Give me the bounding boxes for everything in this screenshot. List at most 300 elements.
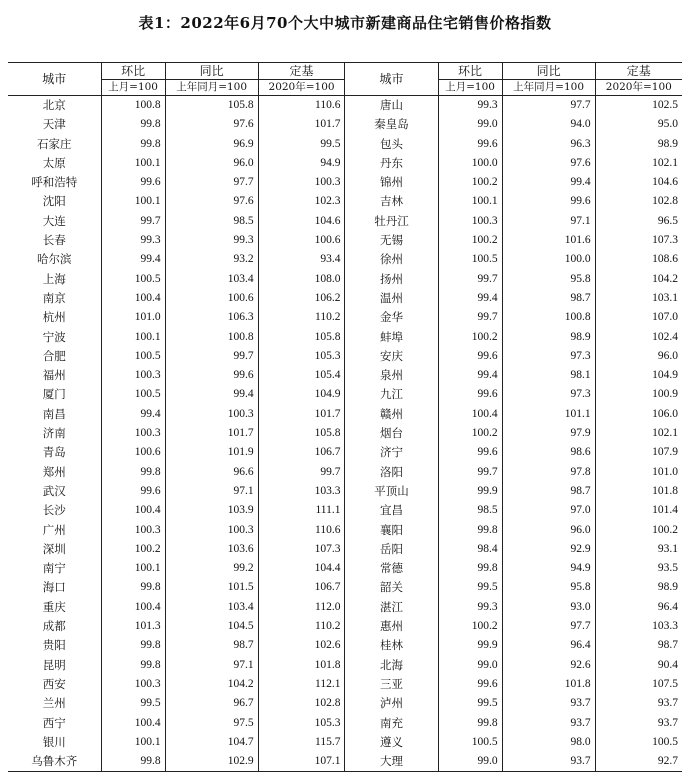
mom-cell-left: 99.6 [101,173,165,192]
mom-cell-right: 99.0 [438,752,502,772]
mom-cell-right: 99.4 [438,366,502,385]
city-cell-right: 丹东 [345,154,438,173]
yoy-cell-left: 97.7 [165,173,258,192]
yoy-cell-right: 96.3 [502,135,595,154]
yoy-cell-right: 97.1 [502,212,595,231]
mom-cell-right: 100.4 [438,405,502,424]
header-city-left: 城市 [8,63,101,96]
table-row [8,405,682,424]
table-row [8,270,682,289]
table-row [8,443,682,462]
yoy-cell-right: 95.8 [502,578,595,597]
mom-cell-right: 100.5 [438,733,502,752]
mom-cell-left: 100.3 [101,675,165,694]
fixed-cell-left: 94.9 [258,154,345,173]
fixed-cell-right: 100.9 [595,385,682,404]
yoy-cell-right: 96.4 [502,636,595,655]
yoy-cell-left: 98.5 [165,212,258,231]
table-row [8,540,682,559]
mom-cell-left: 100.1 [101,154,165,173]
city-cell-left: 青岛 [42,445,66,460]
fixed-cell-left: 105.8 [258,328,345,347]
fixed-cell-right: 102.1 [595,424,682,443]
fixed-cell-left: 106.2 [258,289,345,308]
table-row [8,559,682,578]
yoy-cell-left: 100.8 [165,328,258,347]
yoy-cell-left: 103.9 [165,501,258,520]
yoy-cell-right: 97.7 [502,96,595,116]
mom-cell-right: 99.8 [438,521,502,540]
fixed-cell-left: 105.4 [258,366,345,385]
mom-cell-left: 99.8 [101,752,165,772]
header-yoy-base-right: 上年同月=100 [502,80,595,96]
table-row [8,501,682,520]
fixed-cell-left: 104.9 [258,385,345,404]
yoy-cell-right: 98.6 [502,443,595,462]
yoy-cell-right: 97.3 [502,347,595,366]
city-cell-left: 上海 [42,271,66,286]
fixed-cell-right: 107.0 [595,308,682,327]
city-cell-left: 兰州 [42,696,66,711]
city-cell-right: 蚌埠 [345,328,438,347]
city-cell-left: 南昌 [42,406,66,421]
mom-cell-right: 100.0 [438,154,502,173]
header-yoy-left: 同比 [165,63,258,80]
mom-cell-right: 99.9 [438,636,502,655]
mom-cell-right: 100.5 [438,250,502,269]
city-cell-right: 北海 [345,656,438,675]
city-cell-left: 北京 [42,98,66,112]
mom-cell-right: 98.4 [438,540,502,559]
fixed-cell-left: 105.3 [258,714,345,733]
city-cell-left: 沈阳 [42,194,66,209]
header-fixed-base-left: 2020年=100 [258,80,345,96]
mom-cell-right: 99.3 [438,598,502,617]
fixed-cell-right: 96.4 [595,598,682,617]
yoy-cell-right: 98.7 [502,289,595,308]
yoy-cell-left: 101.7 [165,424,258,443]
fixed-cell-left: 105.8 [258,424,345,443]
fixed-cell-right: 107.9 [595,443,682,462]
city-cell-right: 锦州 [345,173,438,192]
fixed-cell-right: 104.9 [595,366,682,385]
fixed-cell-right: 107.3 [595,231,682,250]
mom-cell-left: 101.0 [101,308,165,327]
city-cell-right: 宜昌 [345,501,438,520]
city-cell-left: 石家庄 [37,136,72,151]
fixed-cell-left: 100.3 [258,173,345,192]
city-cell-right: 南充 [345,714,438,733]
yoy-cell-right: 97.3 [502,385,595,404]
mom-cell-left: 99.8 [101,636,165,655]
fixed-cell-right: 95.0 [595,115,682,134]
city-cell-left: 宁波 [42,329,66,344]
mom-cell-left: 99.8 [101,656,165,675]
fixed-cell-right: 102.8 [595,192,682,211]
city-cell-right: 无锡 [345,231,438,250]
header-yoy-base-left: 上年同月=100 [165,80,258,96]
mom-cell-left: 100.1 [101,192,165,211]
yoy-cell-left: 100.3 [165,405,258,424]
city-cell-left: 南京 [42,290,66,305]
city-cell-right: 牡丹江 [345,212,438,231]
fixed-cell-left: 102.8 [258,694,345,713]
yoy-cell-left: 99.7 [165,347,258,366]
yoy-cell-right: 99.4 [502,173,595,192]
table-row [8,308,682,327]
fixed-cell-right: 96.0 [595,347,682,366]
fixed-cell-right: 102.5 [595,96,682,116]
mom-cell-right: 99.6 [438,443,502,462]
header-city-right: 城市 [345,63,438,96]
city-cell-right: 大理 [345,752,438,772]
table-row [8,212,682,231]
mom-cell-left: 99.8 [101,115,165,134]
table-row [8,617,682,636]
city-cell-right: 安庆 [345,347,438,366]
mom-cell-right: 99.6 [438,135,502,154]
price-index-table [8,62,682,772]
yoy-cell-right: 95.8 [502,270,595,289]
mom-cell-left: 99.8 [101,463,165,482]
fixed-cell-left: 115.7 [258,733,345,752]
yoy-cell-right: 94.0 [502,115,595,134]
yoy-cell-right: 97.6 [502,154,595,173]
fixed-cell-left: 103.3 [258,482,345,501]
table-body [8,96,682,772]
mom-cell-left: 99.8 [101,578,165,597]
city-cell-left: 贵阳 [42,638,66,653]
mom-cell-left: 100.1 [101,559,165,578]
mom-cell-right: 99.3 [438,96,502,116]
fixed-cell-left: 110.6 [258,521,345,540]
header-fixed-left: 定基 [258,63,345,80]
fixed-cell-left: 102.3 [258,192,345,211]
yoy-cell-right: 92.9 [502,540,595,559]
table-row [8,366,682,385]
city-cell-left: 西宁 [42,715,66,730]
fixed-cell-right: 102.1 [595,154,682,173]
mom-cell-right: 99.0 [438,656,502,675]
table-row [8,656,682,675]
yoy-cell-left: 106.3 [165,308,258,327]
fixed-cell-left: 112.0 [258,598,345,617]
city-cell-right: 济宁 [345,443,438,462]
city-cell-left: 乌鲁木齐 [31,754,78,769]
fixed-cell-right: 101.0 [595,463,682,482]
fixed-cell-left: 104.6 [258,212,345,231]
city-cell-left: 厦门 [42,387,66,402]
fixed-cell-right: 104.2 [595,270,682,289]
city-cell-left: 银川 [42,734,66,749]
fixed-cell-left: 110.2 [258,308,345,327]
city-cell-right: 韶关 [345,578,438,597]
fixed-cell-right: 96.5 [595,212,682,231]
city-cell-right: 烟台 [345,424,438,443]
table-row [8,482,682,501]
mom-cell-left: 99.5 [101,694,165,713]
fixed-cell-left: 101.8 [258,656,345,675]
yoy-cell-left: 103.4 [165,598,258,617]
fixed-cell-right: 103.1 [595,289,682,308]
table-row [8,96,682,116]
yoy-cell-right: 98.1 [502,366,595,385]
fixed-cell-left: 101.7 [258,405,345,424]
city-cell-right: 包头 [345,135,438,154]
table-row [8,694,682,713]
mom-cell-right: 100.2 [438,231,502,250]
city-cell-right: 泸州 [345,694,438,713]
mom-cell-right: 99.5 [438,578,502,597]
mom-cell-right: 100.1 [438,192,502,211]
mom-cell-left: 100.5 [101,347,165,366]
fixed-cell-left: 111.1 [258,501,345,520]
header-yoy-right: 同比 [502,63,595,80]
city-cell-left: 重庆 [42,599,66,614]
mom-cell-right: 99.0 [438,115,502,134]
table-row [8,385,682,404]
mom-cell-right: 99.8 [438,714,502,733]
mom-cell-left: 100.5 [101,270,165,289]
mom-cell-left: 99.8 [101,135,165,154]
fixed-cell-right: 93.7 [595,694,682,713]
mom-cell-left: 100.2 [101,540,165,559]
city-cell-left: 西安 [42,676,66,691]
city-cell-left: 成都 [42,619,66,634]
fixed-cell-right: 93.7 [595,714,682,733]
fixed-cell-left: 99.5 [258,135,345,154]
fixed-cell-left: 99.7 [258,463,345,482]
mom-cell-right: 99.8 [438,559,502,578]
yoy-cell-right: 96.0 [502,521,595,540]
city-cell-right: 常德 [345,559,438,578]
yoy-cell-right: 93.7 [502,752,595,772]
yoy-cell-right: 97.8 [502,463,595,482]
city-cell-left: 杭州 [42,310,66,325]
table-row [8,424,682,443]
header-row-labels [8,63,682,80]
table-row [8,675,682,694]
yoy-cell-right: 98.7 [502,482,595,501]
yoy-cell-left: 97.1 [165,656,258,675]
yoy-cell-right: 101.8 [502,675,595,694]
fixed-cell-left: 108.0 [258,270,345,289]
fixed-cell-left: 100.6 [258,231,345,250]
fixed-cell-right: 103.3 [595,617,682,636]
table-row [8,289,682,308]
table-row [8,115,682,134]
yoy-cell-right: 99.6 [502,192,595,211]
yoy-cell-right: 98.9 [502,328,595,347]
mom-cell-left: 100.3 [101,424,165,443]
fixed-cell-left: 110.2 [258,617,345,636]
yoy-cell-left: 104.5 [165,617,258,636]
yoy-cell-left: 101.5 [165,578,258,597]
yoy-cell-right: 97.7 [502,617,595,636]
table-row [8,463,682,482]
city-cell-left: 合肥 [42,348,66,363]
mom-cell-left: 100.5 [101,385,165,404]
yoy-cell-left: 96.0 [165,154,258,173]
yoy-cell-left: 96.9 [165,135,258,154]
city-cell-left: 深圳 [42,541,66,556]
fixed-cell-right: 100.5 [595,733,682,752]
yoy-cell-left: 93.2 [165,250,258,269]
mom-cell-left: 100.1 [101,328,165,347]
city-cell-left: 大连 [42,213,66,228]
fixed-cell-left: 107.1 [258,752,345,772]
city-cell-right: 平顶山 [345,482,438,501]
yoy-cell-left: 99.4 [165,385,258,404]
city-cell-left: 郑州 [42,464,66,479]
city-cell-left: 长沙 [42,503,66,518]
city-cell-left: 武汉 [42,483,66,498]
fixed-cell-left: 102.6 [258,636,345,655]
mom-cell-left: 99.7 [101,212,165,231]
yoy-cell-left: 98.7 [165,636,258,655]
city-cell-left: 福州 [42,368,66,383]
mom-cell-left: 100.8 [101,96,165,116]
city-cell-left: 哈尔滨 [37,252,72,267]
mom-cell-left: 100.4 [101,289,165,308]
header-mom-base-right: 上月=100 [438,80,502,96]
mom-cell-right: 100.2 [438,173,502,192]
yoy-cell-left: 100.6 [165,289,258,308]
yoy-cell-left: 97.5 [165,714,258,733]
table-row [8,521,682,540]
yoy-cell-right: 93.7 [502,714,595,733]
city-cell-left: 广州 [42,522,66,537]
table-row [8,231,682,250]
city-cell-right: 秦皇岛 [345,115,438,134]
yoy-cell-left: 99.6 [165,366,258,385]
yoy-cell-right: 94.9 [502,559,595,578]
mom-cell-right: 98.5 [438,501,502,520]
table-row [8,250,682,269]
yoy-cell-left: 103.4 [165,270,258,289]
yoy-cell-right: 92.6 [502,656,595,675]
table-row [8,636,682,655]
fixed-cell-right: 107.5 [595,675,682,694]
mom-cell-left: 100.3 [101,521,165,540]
yoy-cell-right: 100.8 [502,308,595,327]
yoy-cell-right: 98.0 [502,733,595,752]
table-row [8,192,682,211]
table-row [8,752,682,772]
yoy-cell-right: 100.0 [502,250,595,269]
fixed-cell-left: 104.4 [258,559,345,578]
mom-cell-left: 100.6 [101,443,165,462]
city-cell-left: 南宁 [42,561,66,576]
yoy-cell-left: 96.6 [165,463,258,482]
fixed-cell-right: 108.6 [595,250,682,269]
table-row [8,328,682,347]
fixed-cell-left: 110.6 [258,96,345,116]
mom-cell-left: 100.3 [101,366,165,385]
city-cell-right: 吉林 [345,192,438,211]
fixed-cell-left: 107.3 [258,540,345,559]
city-cell-right: 温州 [345,289,438,308]
city-cell-right: 金华 [345,308,438,327]
city-cell-right: 扬州 [345,270,438,289]
mom-cell-right: 100.2 [438,424,502,443]
mom-cell-left: 100.4 [101,598,165,617]
mom-cell-left: 101.3 [101,617,165,636]
fixed-cell-left: 106.7 [258,443,345,462]
city-cell-right: 桂林 [345,636,438,655]
header-mom-base-left: 上月=100 [101,80,165,96]
fixed-cell-right: 98.7 [595,636,682,655]
mom-cell-right: 99.7 [438,463,502,482]
fixed-cell-right: 104.6 [595,173,682,192]
yoy-cell-left: 97.6 [165,192,258,211]
table-row [8,733,682,752]
table-row [8,173,682,192]
yoy-cell-left: 97.1 [165,482,258,501]
fixed-cell-right: 101.4 [595,501,682,520]
table-title: 表1：2022年6月70个大中城市新建商品住宅销售价格指数 [138,14,552,32]
yoy-cell-left: 99.3 [165,231,258,250]
fixed-cell-right: 90.4 [595,656,682,675]
mom-cell-right: 99.7 [438,270,502,289]
yoy-cell-right: 97.0 [502,501,595,520]
yoy-cell-left: 96.7 [165,694,258,713]
fixed-cell-left: 112.1 [258,675,345,694]
fixed-cell-left: 93.4 [258,250,345,269]
mom-cell-right: 99.6 [438,675,502,694]
yoy-cell-left: 100.3 [165,521,258,540]
yoy-cell-right: 101.6 [502,231,595,250]
fixed-cell-left: 101.7 [258,115,345,134]
city-cell-right: 赣州 [345,405,438,424]
table-row [8,598,682,617]
fixed-cell-right: 92.7 [595,752,682,772]
yoy-cell-left: 99.2 [165,559,258,578]
fixed-cell-right: 102.4 [595,328,682,347]
table-row [8,135,682,154]
mom-cell-left: 100.4 [101,714,165,733]
yoy-cell-right: 93.0 [502,598,595,617]
yoy-cell-left: 104.2 [165,675,258,694]
fixed-cell-right: 93.1 [595,540,682,559]
table-row [8,347,682,366]
mom-cell-left: 99.4 [101,250,165,269]
header-mom-right: 环比 [438,63,502,80]
city-cell-left: 济南 [42,426,66,441]
yoy-cell-right: 97.9 [502,424,595,443]
fixed-cell-right: 98.9 [595,578,682,597]
table-row [8,578,682,597]
city-cell-right: 惠州 [345,617,438,636]
city-cell-left: 呼和浩特 [31,175,78,190]
header-fixed-base-right: 2020年=100 [595,80,682,96]
city-cell-right: 九江 [345,385,438,404]
mom-cell-right: 99.4 [438,289,502,308]
mom-cell-right: 100.2 [438,328,502,347]
yoy-cell-left: 97.6 [165,115,258,134]
city-cell-right: 襄阳 [345,521,438,540]
city-cell-right: 遵义 [345,733,438,752]
fixed-cell-left: 105.3 [258,347,345,366]
yoy-cell-right: 101.1 [502,405,595,424]
city-cell-right: 三亚 [345,675,438,694]
mom-cell-right: 99.5 [438,694,502,713]
yoy-cell-left: 103.6 [165,540,258,559]
mom-cell-right: 99.9 [438,482,502,501]
table-row [8,154,682,173]
city-cell-right: 泉州 [345,366,438,385]
yoy-cell-left: 102.9 [165,752,258,772]
